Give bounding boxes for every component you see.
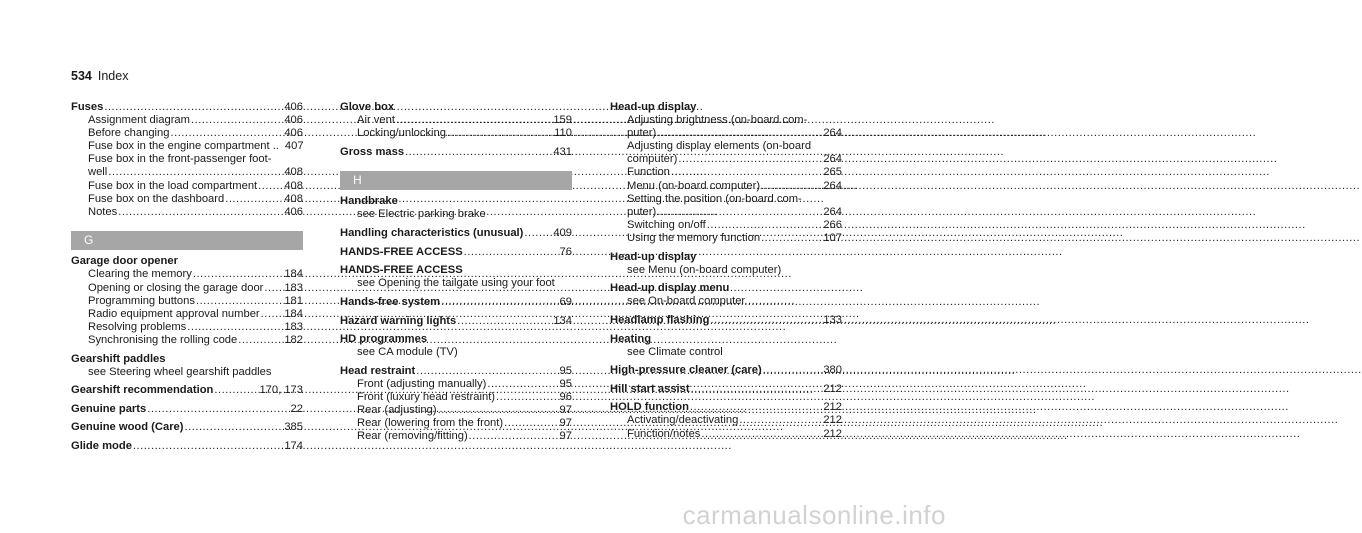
- page-ref-link[interactable]: 159: [553, 114, 572, 127]
- index-entry[interactable]: [340, 315, 572, 328]
- dot-leader: [133, 440, 283, 453]
- dot-leader: [193, 268, 283, 281]
- dot-leader: [185, 421, 284, 434]
- dot-leader: [701, 428, 822, 441]
- index-heading: HANDS-FREE ACCESS: [340, 264, 463, 277]
- watermark: carmanualsonline.info: [682, 500, 946, 530]
- entry-label: Rear (adjusting): [357, 404, 437, 417]
- index-subtext: see Steering wheel gearshift paddles: [88, 365, 272, 378]
- page-ref-link[interactable]: 110: [554, 127, 572, 140]
- page-ref-link[interactable]: 22: [290, 402, 303, 415]
- index-heading: Head-up display: [610, 250, 697, 263]
- page-ref-link[interactable]: 406: [284, 205, 303, 218]
- index-subentry[interactable]: [71, 268, 303, 281]
- index-subentry[interactable]: [340, 127, 572, 140]
- dot-leader: [496, 391, 559, 404]
- page-ref-link[interactable]: 406: [284, 127, 303, 140]
- index-heading: Head-up display menu: [610, 282, 730, 295]
- index-subtext: see Electric parking brake: [357, 208, 486, 221]
- index-entry[interactable]: [610, 401, 842, 414]
- index-subtext: see Climate control: [627, 345, 723, 358]
- dot-leader: [524, 227, 552, 240]
- page-ref-link[interactable]: 212: [823, 401, 842, 414]
- index-subtext: Fuse box in the front-passenger foot-: [88, 153, 272, 166]
- page-ref-link[interactable]: 97: [559, 404, 572, 417]
- dot-leader: [678, 153, 822, 166]
- page-ref-link[interactable]: 181: [284, 294, 303, 307]
- index-subtext: see Menu (on-board computer): [627, 263, 782, 276]
- index-subentry[interactable]: [610, 180, 842, 193]
- page-ref-link[interactable]: 174: [284, 439, 303, 452]
- entry-label: HOLD function: [610, 401, 689, 414]
- dot-leader: [225, 193, 283, 206]
- dot-leader: [710, 314, 822, 327]
- entry-label: Using the memory function: [627, 231, 761, 244]
- page-ref-link[interactable]: 212: [823, 427, 842, 440]
- dot-leader: [457, 315, 552, 328]
- index-entry[interactable]: [71, 440, 303, 453]
- index-subentry[interactable]: [610, 206, 842, 219]
- index-subentry[interactable]: [71, 295, 303, 308]
- page-ref-link[interactable]: 97: [559, 417, 572, 430]
- dot-leader: [238, 334, 283, 347]
- index-column-3: [610, 101, 842, 441]
- index-entry[interactable]: [340, 227, 572, 240]
- index-subentry[interactable]: [71, 321, 303, 334]
- entry-label: Rear (lowering from the front): [357, 417, 504, 430]
- index-subentry[interactable]: [340, 378, 572, 391]
- index-entry[interactable]: [71, 101, 303, 114]
- entry-label: Fuse box on the dashboard: [88, 192, 225, 205]
- page-ref-link[interactable]: 95: [559, 364, 572, 377]
- index-subentry[interactable]: [71, 282, 303, 295]
- dot-leader: [447, 127, 553, 140]
- page-ref-link[interactable]: 408: [284, 192, 303, 205]
- entry-label: Gross mass: [340, 145, 405, 158]
- index-heading: Handbrake: [340, 195, 398, 208]
- page-ref-link[interactable]: 184: [284, 307, 303, 320]
- index-subentry[interactable]: [610, 414, 842, 427]
- dot-leader: [196, 295, 283, 308]
- page-ref-link[interactable]: 266: [823, 218, 842, 231]
- entry-label: Genuine wood (Care): [71, 421, 184, 434]
- entry-label: Air vent: [357, 114, 395, 127]
- entry-label: Notes: [88, 205, 118, 218]
- dot-leader: [214, 384, 258, 397]
- index-column-1: [71, 101, 303, 453]
- page-ref-link[interactable]: 406: [284, 101, 303, 113]
- index-subtext: see CA module (TV): [357, 346, 458, 359]
- page-ref-link[interactable]: 134: [553, 314, 572, 327]
- dot-leader: [671, 166, 822, 179]
- entry-label: puter): [627, 205, 657, 218]
- index-subentry[interactable]: [610, 428, 842, 441]
- index-subtext: see On-board computer: [627, 295, 746, 308]
- entry-label: puter): [627, 127, 657, 140]
- index-subentry[interactable]: [340, 430, 572, 443]
- index-subentry[interactable]: [340, 114, 572, 127]
- entry-label: Hazard warning lights: [340, 314, 457, 327]
- dot-leader: [258, 180, 283, 193]
- dot-leader: [396, 114, 552, 127]
- dot-leader: [707, 219, 823, 232]
- entry-label: Function/notes: [627, 427, 701, 440]
- entry-label: well: [88, 166, 108, 179]
- section-title: Index: [97, 69, 129, 83]
- entry-label: Activating/deactivating: [627, 414, 739, 427]
- page-ref-link[interactable]: 431: [553, 145, 572, 158]
- index-subentry[interactable]: [610, 127, 842, 140]
- dot-leader: [657, 206, 822, 219]
- entry-label: Headlamp flashing: [610, 313, 710, 326]
- index-subentry[interactable]: [71, 206, 303, 219]
- index-subtext: Setting the position (on-board com-: [627, 192, 802, 205]
- index-entry[interactable]: [610, 383, 842, 396]
- dot-leader: [469, 430, 559, 443]
- index-heading: Glove box: [340, 101, 395, 113]
- dot-leader: [187, 321, 283, 334]
- index-subentry[interactable]: [610, 219, 842, 232]
- dot-leader: [191, 114, 283, 127]
- entry-label: Handling characteristics (unusual): [340, 227, 524, 240]
- index-entry[interactable]: [340, 365, 572, 378]
- dot-leader: [763, 364, 823, 377]
- page-ref-link[interactable]: 76: [559, 245, 572, 258]
- dot-leader: [416, 365, 558, 378]
- dot-leader: [504, 417, 558, 430]
- index-heading: Gearshift paddles: [71, 352, 166, 365]
- entry-label: Front (adjusting manually): [357, 377, 487, 390]
- dot-leader: [761, 232, 822, 245]
- page-ref-link[interactable]: 212: [823, 382, 842, 395]
- entry-label: Fuses: [71, 101, 104, 113]
- dot-leader: [691, 383, 823, 396]
- index-entry[interactable]: [340, 296, 572, 309]
- entry-label: Head restraint: [340, 364, 416, 377]
- entry-label: Rear (removing/fitting): [357, 430, 468, 443]
- page-ref-link[interactable]: 406: [284, 114, 303, 127]
- dot-leader: [170, 127, 283, 140]
- index-subentry[interactable]: [610, 232, 842, 245]
- page-ref-link[interactable]: 97: [559, 430, 572, 443]
- index-subentry[interactable]: [340, 417, 572, 430]
- entry-label: Radio equipment approval number: [88, 307, 260, 320]
- dot-leader: [264, 282, 283, 295]
- page-ref-link[interactable]: 264: [823, 153, 842, 166]
- dot-leader: [147, 403, 289, 416]
- index-heading: Garage door opener: [71, 255, 178, 268]
- dot-leader: [104, 101, 283, 114]
- page-ref-link[interactable]: 69: [559, 295, 572, 308]
- page-ref-link[interactable]: 265: [823, 166, 842, 179]
- entry-label: Gearshift recommendation: [71, 384, 214, 397]
- index-entry[interactable]: [71, 384, 303, 397]
- index-heading: HD programmes: [340, 333, 428, 346]
- section-letter: G: [71, 231, 303, 250]
- page-ref-link[interactable]: 170, 173: [259, 384, 303, 397]
- index-subentry[interactable]: [340, 391, 572, 404]
- page-ref-link[interactable]: 182: [284, 333, 303, 346]
- index-entry[interactable]: [340, 146, 572, 159]
- index-subentry[interactable]: [71, 193, 303, 206]
- page-ref-link[interactable]: 95: [559, 377, 572, 390]
- entry-label: Function: [627, 166, 670, 179]
- dot-leader: [487, 378, 558, 391]
- dot-leader: [438, 404, 559, 417]
- page-number: 534: [71, 69, 92, 83]
- entry-label: Programming buttons: [88, 294, 195, 307]
- entry-label: Synchronising the rolling code: [88, 333, 238, 346]
- index-subentry[interactable]: [71, 127, 303, 140]
- page-ref-link[interactable]: 107: [823, 231, 842, 244]
- dot-leader: [464, 246, 559, 259]
- index-entry[interactable]: [71, 421, 303, 434]
- entry-label: Locking/unlocking: [357, 127, 446, 140]
- index-heading: Head-up display: [610, 101, 697, 113]
- entry-label: Menu (on-board computer): [627, 179, 761, 192]
- index-subentry[interactable]: [71, 308, 303, 321]
- entry-label: Resolving problems: [88, 320, 187, 333]
- index-column-2: [340, 101, 572, 443]
- page-ref-link[interactable]: 380: [823, 364, 842, 377]
- index-subentry[interactable]: [71, 334, 303, 347]
- page-ref-link[interactable]: 264: [823, 179, 842, 192]
- dot-leader: [118, 206, 283, 219]
- index-entry[interactable]: [71, 403, 303, 416]
- entry-label: Hands-free system: [340, 295, 441, 308]
- entry-label: Fuse box in the load compartment: [88, 179, 258, 192]
- page-ref-link[interactable]: 264: [823, 127, 842, 140]
- page-ref-link[interactable]: 385: [284, 421, 303, 434]
- dot-leader: [405, 146, 552, 159]
- entry-label: computer): [627, 153, 678, 166]
- index-subentry[interactable]: [340, 404, 572, 417]
- index-subentry[interactable]: [610, 153, 842, 166]
- page-ref-link[interactable]: 408: [284, 166, 303, 179]
- page-ref-link[interactable]: 133: [823, 313, 842, 326]
- entry-label: Opening or closing the garage door: [88, 281, 264, 294]
- page-ref-link[interactable]: 408: [284, 179, 303, 192]
- index-heading: Heating: [610, 332, 652, 345]
- dot-leader: [761, 180, 822, 193]
- entry-label: Fuse box in the engine compartment ..: [88, 140, 279, 153]
- dot-leader: [108, 166, 283, 179]
- dot-leader: [657, 127, 822, 140]
- page-ref-link[interactable]: 212: [823, 414, 842, 427]
- index-subentry[interactable]: [71, 140, 303, 153]
- index-subentry[interactable]: [610, 166, 842, 179]
- index-subentry[interactable]: [71, 166, 303, 179]
- entry-label: Hill start assist: [610, 382, 690, 395]
- page-ref-link[interactable]: 264: [823, 205, 842, 218]
- entry-label: Clearing the memory: [88, 268, 192, 281]
- entry-label: Assignment diagram: [88, 114, 190, 127]
- page-ref-link[interactable]: 407: [284, 140, 304, 153]
- index-subentry[interactable]: [71, 180, 303, 193]
- entry-label: Glide mode: [71, 439, 132, 452]
- index-entry[interactable]: [340, 246, 572, 259]
- page-ref-link[interactable]: 183: [284, 281, 303, 294]
- dot-leader: [739, 414, 822, 427]
- entry-label: HANDS-FREE ACCESS: [340, 245, 463, 258]
- page-ref-link[interactable]: 184: [284, 268, 303, 281]
- entry-label: Genuine parts: [71, 402, 147, 415]
- section-letter: H: [340, 171, 572, 190]
- index-entry[interactable]: [610, 314, 842, 327]
- index-subtext: see Opening the tailgate using your foot: [357, 277, 555, 290]
- dot-leader: [690, 401, 822, 414]
- index-subentry[interactable]: [71, 114, 303, 127]
- entry-label: High-pressure cleaner (care): [610, 364, 762, 377]
- page-ref-link[interactable]: 183: [284, 320, 303, 333]
- dot-leader: [261, 308, 284, 321]
- entry-label: Front (luxury head restraint): [357, 391, 496, 403]
- index-subtext: Adjusting brightness (on-board com-: [627, 114, 808, 127]
- page-ref-link[interactable]: 409: [553, 227, 572, 240]
- entry-label: Switching on/off: [627, 218, 706, 231]
- dot-leader: [441, 296, 558, 309]
- page-header: [71, 69, 128, 83]
- index-subtext: Adjusting display elements (on-board: [627, 140, 812, 153]
- page-ref-link[interactable]: 96: [559, 391, 572, 403]
- entry-label: Before changing: [88, 127, 170, 140]
- index-entry[interactable]: [610, 364, 842, 377]
